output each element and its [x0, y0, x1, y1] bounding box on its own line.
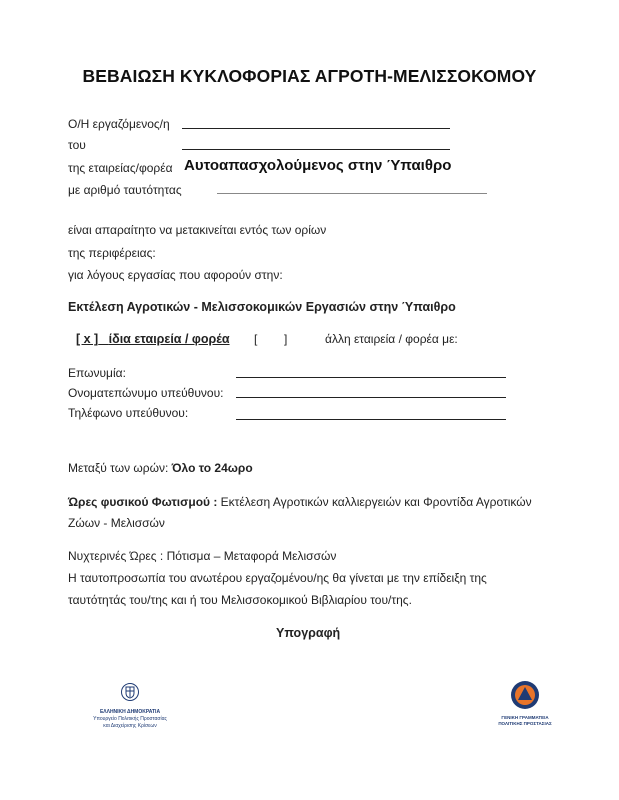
document-title: ΒΕΒΑΙΩΣΗ ΚΥΚΛΟΦΟΡΙΑΣ ΑΓΡΟΤΗ-ΜΕΛΙΣΣΟΚΟΜΟΥ: [82, 66, 537, 86]
responsible-label: Ονοματεπώνυμο υπεύθυνου:: [68, 386, 224, 400]
night-text: Νυχτερινές Ώρες : Πότισμα – Μεταφορά Μελισσών: [68, 549, 337, 563]
greek-coat-of-arms-icon: [120, 682, 140, 702]
company-name-line[interactable]: [236, 377, 506, 378]
left-logo-line1: ΕΛΛΗΝΙΚΗ ΔΗΜΟΚΡΑΤΙΑ: [99, 709, 161, 715]
left-logo-line3: και Διαχείρισης Κρίσεων: [103, 723, 157, 729]
same-company-checkbox[interactable]: [ x ]: [76, 332, 99, 346]
identity-text-1: Η ταυτοπροσωπία του ανωτέρου εργαζομένου/ης θα γίνεται με την επίδειξη της: [68, 571, 487, 585]
left-logo: [80, 682, 180, 730]
daylight-text-cont: Ζώων - Μελισσών: [68, 516, 165, 530]
employee-line[interactable]: [182, 128, 450, 129]
identity-text-2: ταυτότητάς του/της και ή του Μελισσοκομικού Βιβλιαρίου του/της.: [68, 593, 412, 607]
father-line[interactable]: [182, 149, 450, 150]
id-label: με αριθμό ταυτότητας: [68, 183, 182, 197]
company-label: της εταιρείας/φορέα: [68, 161, 173, 175]
right-logo: [495, 680, 555, 727]
paragraph-line-2: της περιφέρειας:: [68, 246, 156, 260]
other-company-checkbox[interactable]: [ ]: [254, 332, 288, 346]
right-logo-line1: ΓΕΝΙΚΗ ΓΡΑΜΜΑΤΕΙΑ: [501, 715, 549, 720]
responsible-line[interactable]: [236, 397, 506, 398]
daylight-label: Ώρες φυσικού Φωτισμού :: [68, 495, 218, 509]
same-company-option[interactable]: [76, 332, 230, 346]
hours-label: Μεταξύ των ωρών:: [68, 461, 172, 475]
work-type: Εκτέλεση Αγροτικών - Μελισσοκομικών Εργασιών στην Ύπαιθρο: [68, 300, 456, 314]
same-company-label: ίδια εταιρεία / φορέα: [108, 332, 230, 346]
right-logo-line2: ΠΟΛΙΤΙΚΗΣ ΠΡΟΣΤΑΣΙΑΣ: [498, 721, 552, 726]
daylight-text: Εκτέλεση Αγροτικών καλλιεργειών και Φροντίδα Αγροτικών: [217, 495, 532, 509]
paragraph-line-3: για λόγους εργασίας που αφορούν στην:: [68, 268, 283, 282]
paragraph-line-1: είναι απαραίτητο να μετακινείται εντός των ορίων: [68, 223, 327, 237]
other-company-label: άλλη εταιρεία / φορέα με:: [325, 332, 458, 346]
phone-label: Τηλέφωνο υπεύθυνου:: [68, 406, 189, 420]
id-line[interactable]: [217, 193, 487, 194]
hours-row: [68, 461, 253, 475]
employee-label: Ο/Η εργαζόμενος/η: [68, 117, 170, 131]
father-label: του: [68, 138, 86, 152]
civil-protection-triangle-icon: [510, 680, 540, 710]
hours-value: Όλο το 24ωρο: [171, 461, 253, 475]
daylight-row: [68, 495, 532, 509]
signature-label: Υπογραφή: [276, 626, 341, 640]
company-value: Αυτοαπασχολούμενος στην Ύπαιθρο: [184, 157, 452, 174]
phone-line[interactable]: [236, 419, 506, 420]
company-name-label: Επωνυμία:: [68, 366, 126, 380]
left-logo-line2: Υπουργείο Πολιτικής Προστασίας: [93, 716, 167, 722]
